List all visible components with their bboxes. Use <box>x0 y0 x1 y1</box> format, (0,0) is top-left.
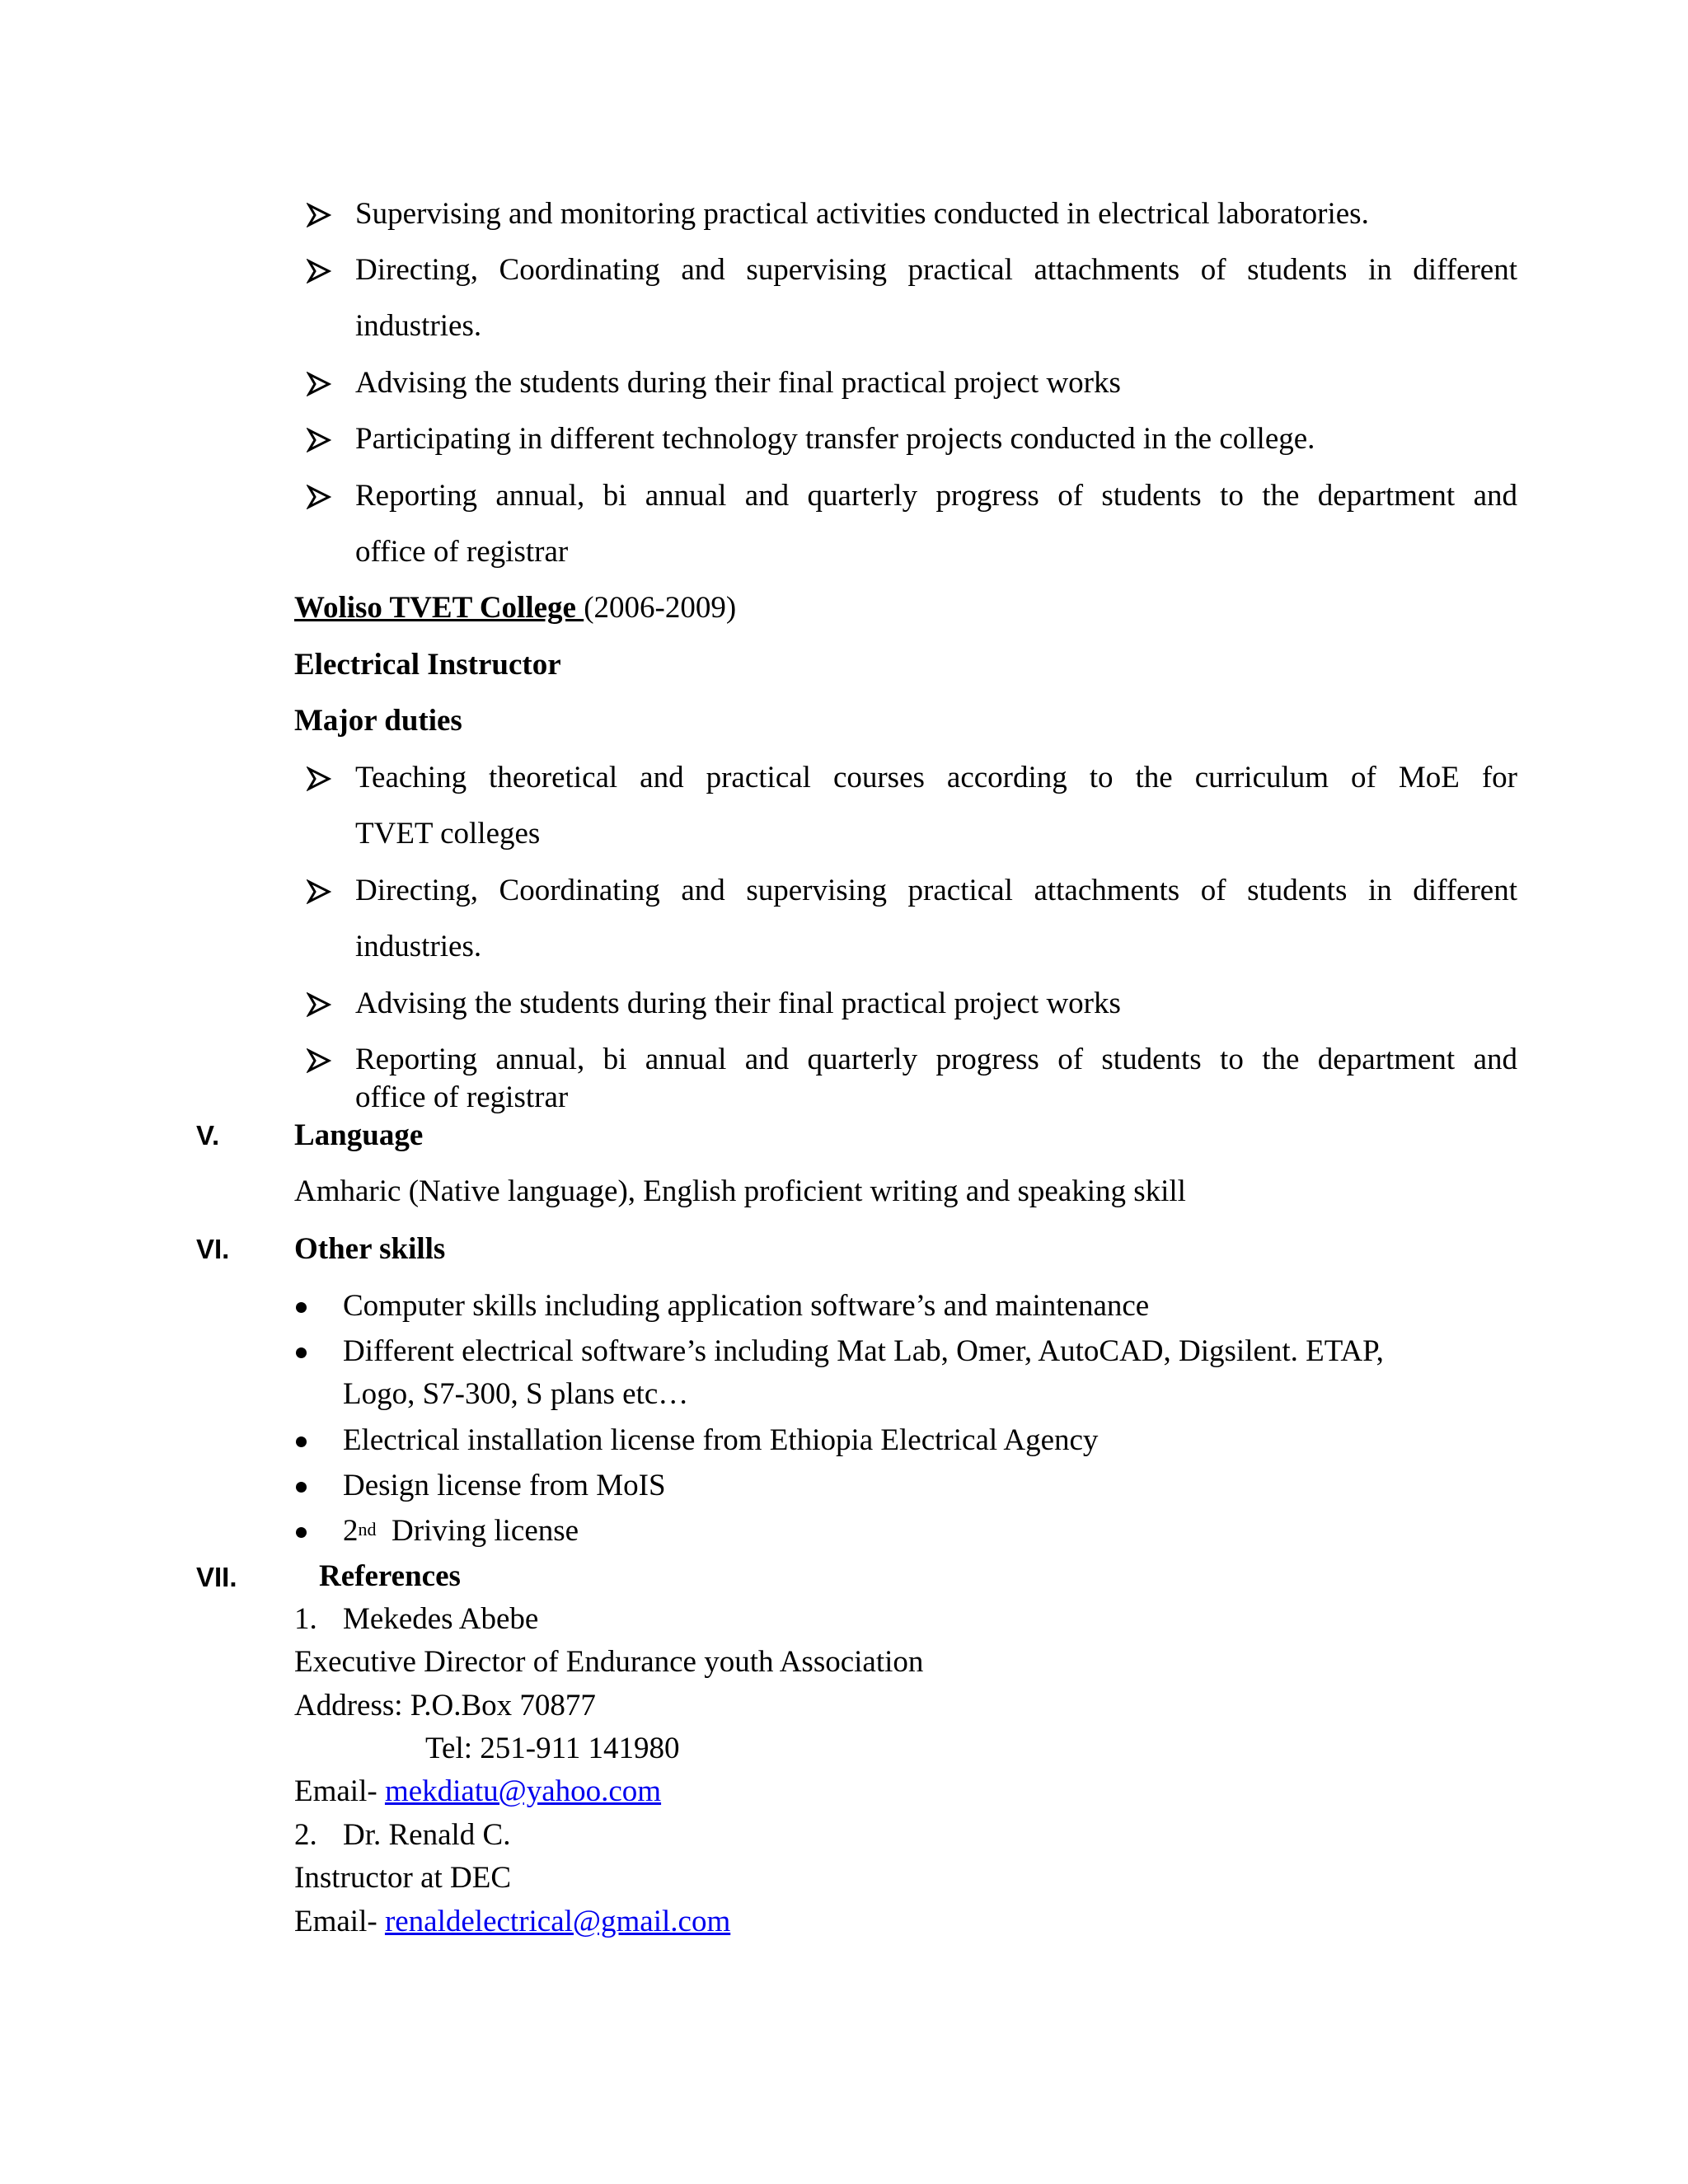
reference-email-row <box>294 1774 661 1809</box>
reference-name: Mekedes Abebe <box>343 1602 539 1636</box>
arrow-bullet-icon <box>307 203 331 227</box>
duty-line: Reporting annual, bi annual and quarterly progress of students to the department and <box>355 1043 1517 1076</box>
arrow-bullet-icon <box>307 372 331 396</box>
driving-sup: nd <box>358 1519 377 1540</box>
section-number: V. <box>196 1120 220 1151</box>
duty-line: Reporting annual, bi annual and quarterly progress of students to the department and <box>355 479 1517 513</box>
arrow-bullet-icon <box>307 992 331 1017</box>
reference-index: 1. <box>294 1602 317 1636</box>
skill-item: Computer skills including application software’s and maintenance <box>343 1289 1150 1323</box>
arrow-bullet-icon <box>307 485 331 509</box>
bullet-dot-icon <box>296 1436 307 1447</box>
email-label: Email- <box>294 1774 385 1808</box>
skill-item-continued: Logo, S7-300, S plans etc… <box>343 1377 689 1411</box>
job-period: (2006-2009) <box>584 591 737 625</box>
reference-role: Instructor at DEC <box>294 1861 512 1895</box>
duty-line: Teaching theoretical and practical courses according to the curriculum of MoE for <box>355 761 1517 794</box>
bullet-dot-icon <box>296 1302 307 1313</box>
reference-address: Address: P.O.Box 70877 <box>294 1689 596 1722</box>
reference-index: 2. <box>294 1818 317 1852</box>
arrow-bullet-icon <box>307 259 331 284</box>
duties-heading: Major duties <box>294 704 462 738</box>
duty-line-continued: office of registrar <box>355 1080 569 1114</box>
section-number: VI. <box>196 1234 230 1264</box>
duty-line-continued: industries. <box>355 309 482 343</box>
skill-item: Design license from MoIS <box>343 1469 666 1502</box>
arrow-bullet-icon <box>307 428 331 452</box>
section-heading-references: References <box>319 1559 461 1593</box>
duty-line: Advising the students during their final practical project works <box>355 366 1121 400</box>
section-number: VII. <box>196 1562 237 1592</box>
duty-line-continued: office of registrar <box>355 535 569 569</box>
reference-email-row <box>294 1904 730 1939</box>
email-link[interactable]: renaldelectrical@gmail.com <box>384 1905 731 1938</box>
reference-name: Dr. Renald C. <box>343 1818 511 1852</box>
duty-line: Directing, Coordinating and supervising practical attachments of students in different <box>355 253 1517 287</box>
duty-line: Advising the students during their final practical project works <box>355 987 1121 1020</box>
arrow-bullet-icon <box>307 879 331 904</box>
duty-line: Participating in different technology transfer projects conducted in the college. <box>355 422 1315 456</box>
bullet-dot-icon <box>296 1347 307 1358</box>
arrow-bullet-icon <box>307 766 331 791</box>
duty-line-continued: TVET colleges <box>355 817 541 851</box>
email-label: Email- <box>294 1905 385 1938</box>
bullet-dot-icon <box>296 1527 307 1538</box>
job-title: Electrical Instructor <box>294 648 561 682</box>
reference-role: Executive Director of Endurance youth Association <box>294 1645 924 1679</box>
driving-number: 2 <box>343 1514 359 1548</box>
job-header <box>294 590 736 626</box>
email-link[interactable]: mekdiatu@yahoo.com <box>384 1774 662 1808</box>
bullet-dot-icon <box>296 1482 307 1493</box>
section-heading-language: Language <box>294 1118 424 1152</box>
section-heading-skills: Other skills <box>294 1232 446 1266</box>
driving-text: Driving license <box>376 1514 579 1548</box>
reference-tel: Tel: 251-911 141980 <box>425 1732 680 1765</box>
skill-item: Electrical installation license from Ethiopia Electrical Agency <box>343 1423 1099 1457</box>
language-text: Amharic (Native language), English proficient writing and speaking skill <box>294 1174 1186 1208</box>
skill-item-driving <box>343 1513 579 1549</box>
duty-line: Supervising and monitoring practical activities conducted in electrical laboratories. <box>355 197 1369 231</box>
duty-line-continued: industries. <box>355 930 482 963</box>
employer-name: Woliso TVET College <box>294 591 584 625</box>
duty-line: Directing, Coordinating and supervising practical attachments of students in different <box>355 874 1517 907</box>
skill-item: Different electrical software’s including Mat Lab, Omer, AutoCAD, Digsilent. ETAP, <box>343 1334 1384 1368</box>
arrow-bullet-icon <box>307 1048 331 1073</box>
